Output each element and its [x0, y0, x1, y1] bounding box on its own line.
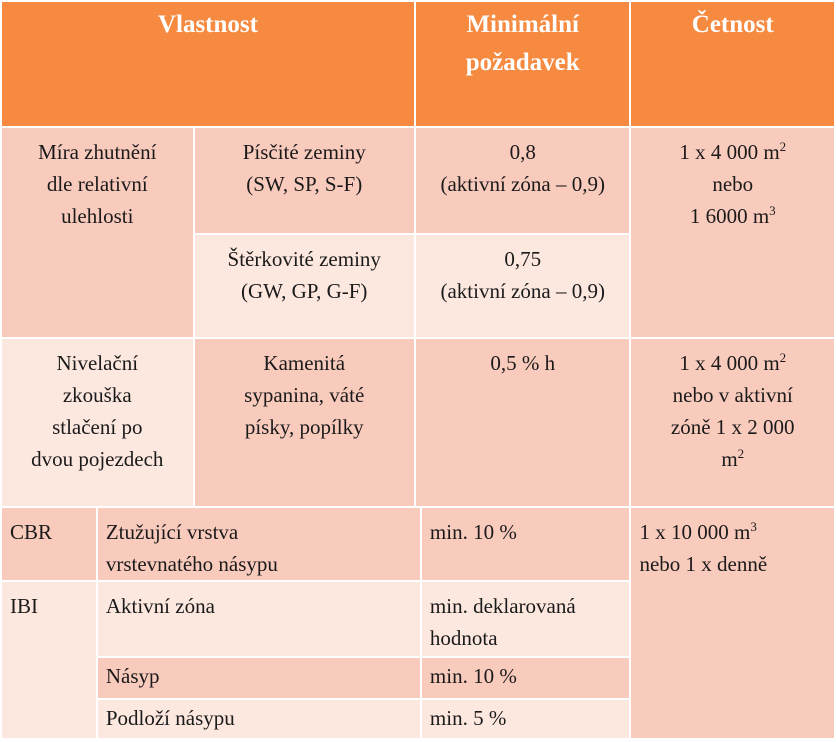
frequency-cbr-ibi — [630, 507, 835, 739]
material-line: písky, popílky — [244, 415, 364, 439]
frequency-line — [631, 200, 834, 232]
frequency-line: nebo — [712, 172, 754, 196]
property-leveling-test — [1, 338, 194, 507]
frequency-leveling — [630, 338, 835, 507]
property-line: ulehlosti — [61, 204, 134, 228]
property-line: stlačení po — [52, 415, 143, 439]
material-line: Kamenitá — [263, 351, 346, 375]
layer-line: Ztužující vrstva — [105, 520, 239, 544]
table-row — [1, 127, 835, 234]
frequency-line — [631, 136, 834, 168]
cbr-requirement: min. 10 % — [421, 507, 631, 581]
frequency-line: zóně 1 x 2 000 — [670, 415, 795, 439]
frequency-line: nebo 1 x denně — [639, 552, 768, 576]
ibi-requirement-subsoil: min. 5 % — [421, 699, 631, 739]
requirement-leveling: 0,5 % h — [415, 338, 631, 507]
ibi-layer-active-zone: Aktivní zóna — [97, 581, 421, 657]
ibi-layer-subsoil: Podloží násypu — [97, 699, 421, 739]
requirement-sandy — [415, 127, 631, 234]
material-line: (SW, SP, S-F) — [246, 172, 363, 196]
requirement-gravel — [415, 234, 631, 338]
material-sandy — [194, 127, 415, 234]
requirement-line: hodnota — [429, 626, 498, 650]
table-row — [1, 507, 835, 581]
ibi-label: IBI — [1, 581, 97, 739]
frequency-text: 1 x 4 000 m — [679, 140, 780, 164]
frequency-line: nebo v aktivní — [672, 383, 793, 407]
unit-exponent: 3 — [750, 519, 757, 534]
frequency-line — [631, 443, 834, 475]
frequency-text: m — [721, 447, 738, 471]
requirement-line: (aktivní zóna – 0,9) — [440, 172, 605, 196]
ibi-requirement-active-zone — [421, 581, 631, 657]
header-frequency: Četnost — [630, 1, 835, 127]
property-compaction — [1, 127, 194, 338]
header-requirement-line2: požadavek — [465, 49, 580, 76]
requirement-line: 0,8 — [509, 140, 536, 164]
property-line: Míra zhutnění — [38, 140, 157, 164]
unit-exponent: 2 — [779, 350, 787, 365]
ibi-layer-embankment: Násyp — [97, 657, 421, 699]
frequency-line — [639, 516, 834, 548]
header-row — [1, 1, 835, 127]
cbr-layer — [97, 507, 421, 581]
material-line: sypanina, váté — [244, 383, 365, 407]
material-line: Písčité zeminy — [242, 140, 366, 164]
table-row — [1, 338, 835, 507]
frequency-text: 1 x 4 000 m — [679, 351, 780, 375]
unit-exponent: 3 — [769, 203, 776, 218]
property-line: dle relativní — [46, 172, 148, 196]
property-line: zkouška — [62, 383, 132, 407]
material-gravel — [194, 234, 415, 338]
material-line: Štěrkovité zeminy — [227, 247, 381, 271]
layer-line: vrstevnatého násypu — [105, 552, 278, 576]
requirement-line: (aktivní zóna – 0,9) — [440, 279, 605, 303]
material-stony — [194, 338, 415, 507]
header-requirement — [415, 1, 631, 127]
material-line: (GW, GP, G-F) — [241, 279, 368, 303]
header-requirement-line1: Minimální — [466, 11, 579, 38]
property-line: dvou pojezdech — [31, 447, 164, 471]
frequency-compaction — [630, 127, 835, 338]
unit-exponent: 2 — [779, 139, 787, 154]
header-property: Vlastnost — [1, 1, 415, 127]
cbr-label: CBR — [1, 507, 97, 581]
requirement-line: min. deklarovaná — [429, 594, 576, 618]
ibi-requirement-embankment: min. 10 % — [421, 657, 631, 699]
requirement-line: 0,75 — [504, 247, 542, 271]
unit-exponent: 2 — [737, 446, 745, 461]
property-line: Nivelační — [56, 351, 139, 375]
frequency-line — [631, 347, 834, 379]
frequency-text: 1 x 10 000 m — [639, 520, 751, 544]
frequency-text: 1 6000 m — [689, 204, 770, 228]
